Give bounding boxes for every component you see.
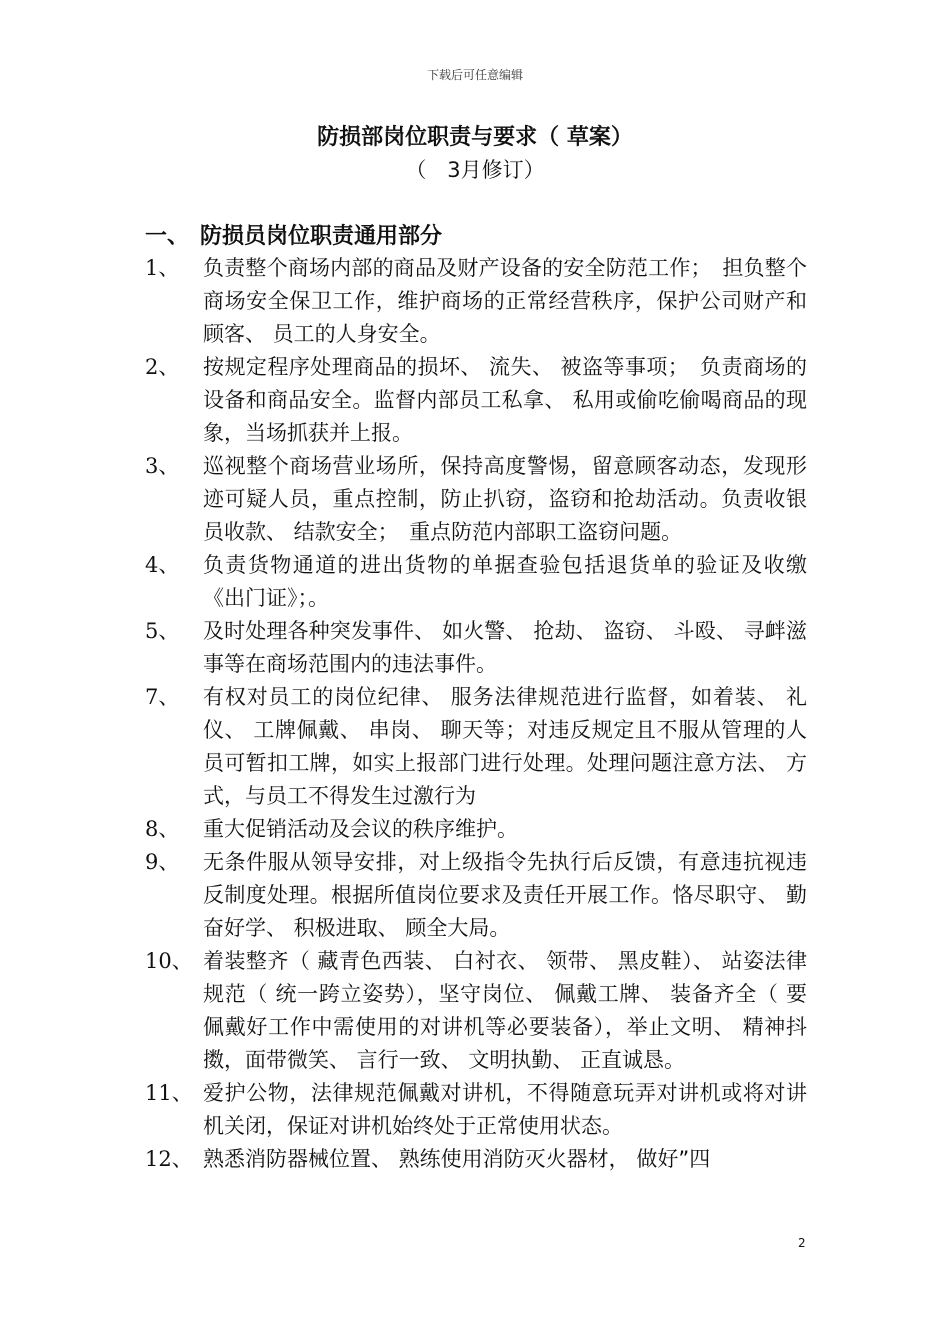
duty-item: [145, 681, 807, 813]
duty-item-number: 2、: [145, 355, 180, 379]
duty-item-text: 巡视整个商场营业场所，保持高度警惕，留意顾客动态，发现形迹可疑人员，重点控制，防止扒窃，盗窃和抢劫活动。负责收银员收款、 结款安全； 重点防范内部职工盗窃问题。: [203, 454, 807, 544]
duty-item-text: 着装整齐（ 藏青色西装、 白衬衣、 领带、 黑皮鞋）、 站姿法律规范（ 统一跨立姿势），坚守岗位、 佩戴工牌、 装备齐全（ 要佩戴好工作中需使用的对讲机等必要装备），举止文明、 精神抖擞，面带微笑、 言行一致、 文明执勤、 正直诚恳。: [203, 949, 807, 1072]
duty-item: [145, 945, 807, 1077]
duty-item-number: 12、: [145, 1147, 193, 1171]
duty-item: [145, 1143, 807, 1176]
duty-item-number: 10、: [145, 949, 193, 973]
duty-item: [145, 615, 807, 681]
duty-item-number: 1、: [145, 256, 180, 280]
duty-item: [145, 351, 807, 450]
duty-item-number: 9、: [145, 850, 180, 874]
duty-item: [145, 252, 807, 351]
page-number: 2: [798, 1236, 806, 1250]
duty-item-text: 重大促销活动及会议的秩序维护。: [203, 817, 518, 841]
header-note: 下载后可任意编辑: [426, 68, 523, 82]
duty-item-text: 无条件服从领导安排，对上级指令先执行后反馈，有意违抗视违反制度处理。根据所值岗位要求及责任开展工作。恪尽职守、 勤奋好学、 积极进取、 顾全大局。: [203, 850, 807, 940]
duty-item: [145, 549, 807, 615]
section-heading: 一、 防损员岗位职责通用部分: [145, 224, 443, 249]
duty-item: [145, 813, 807, 846]
duty-item-text: 负责货物通道的进出货物的单据查验包括退货单的验证及收缴《出门证》；。: [203, 553, 807, 610]
duty-item-text: 爱护公物，法律规范佩戴对讲机，不得随意玩弄对讲机或将对讲机关闭，保证对讲机始终处于正常使用状态。: [203, 1081, 807, 1138]
document-title: 防损部岗位职责与要求（ 草案）: [317, 125, 633, 150]
duty-item-number: 11、: [145, 1081, 193, 1105]
duty-item: [145, 450, 807, 549]
duty-item-text: 有权对员工的岗位纪律、 服务法律规范进行监督，如着装、 礼仪、 工牌佩戴、 串岗、 聊天等；对违反规定且不服从管理的人员可暂扣工牌，如实上报部门进行处理。处理问题注意方法、 方式，与员工不得发生过激行为: [203, 685, 807, 808]
duty-item-number: 4、: [145, 553, 180, 577]
document-subtitle: （ 3月修订）: [405, 158, 545, 182]
duty-item-text: 按规定程序处理商品的损坏、 流失、 被盗等事项； 负责商场的设备和商品安全。监督内部员工私拿、 私用或偷吃偷喝商品的现象，当场抓获并上报。: [203, 355, 807, 445]
duty-item-number: 8、: [145, 817, 180, 841]
duty-item-text: 及时处理各种突发事件、 如火警、 抢劫、 盗窃、 斗殴、 寻衅滋事等在商场范围内的违法事件。: [203, 619, 807, 676]
duty-item-text: 负责整个商场内部的商品及财产设备的安全防范工作； 担负整个商场安全保卫工作，维护商场的正常经营秩序，保护公司财产和顾客、 员工的人身安全。: [203, 256, 807, 346]
duty-item: [145, 846, 807, 945]
duty-item-number: 7、: [145, 685, 180, 709]
duty-item-number: 3、: [145, 454, 180, 478]
duty-item-number: 5、: [145, 619, 180, 643]
duty-item: [145, 1077, 807, 1143]
duty-item-text: 熟悉消防器械位置、 熟练使用消防灭火器材， 做好”四: [203, 1147, 711, 1171]
duty-list: [145, 252, 807, 1176]
